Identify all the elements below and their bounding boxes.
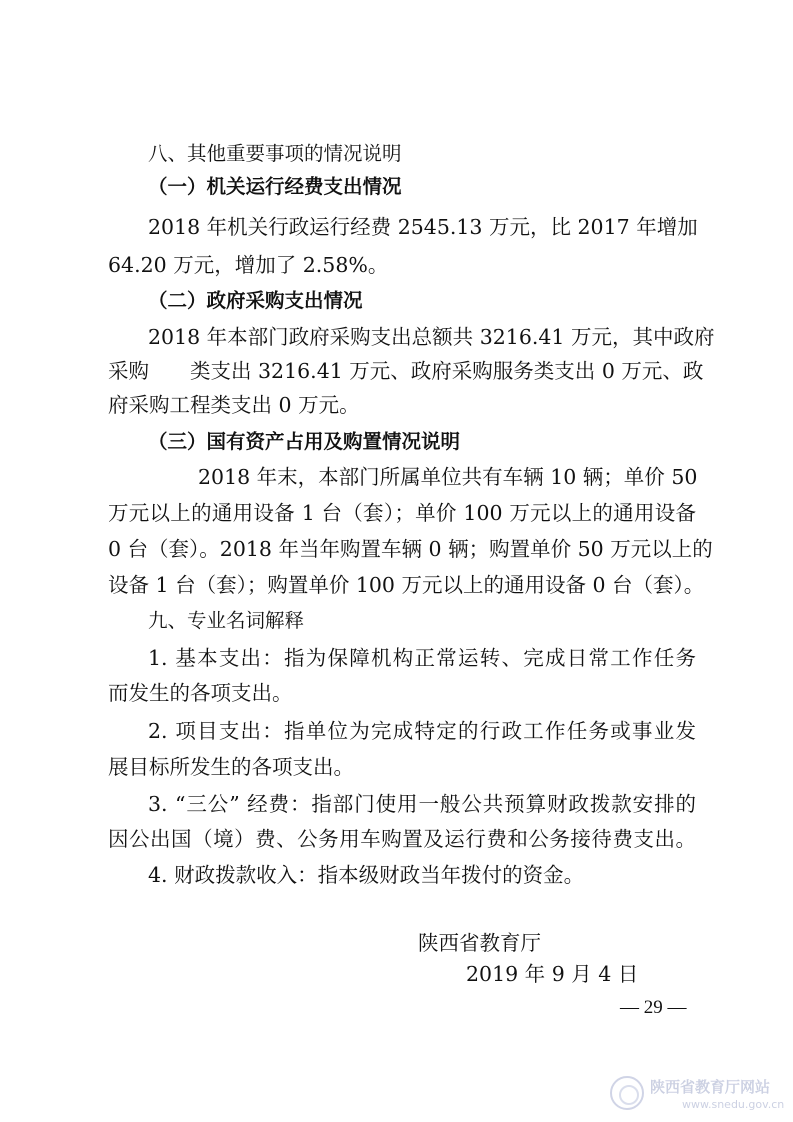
section-9-title: 九、专业名词解释 (148, 609, 305, 632)
paragraph-line: 采购 (108, 359, 149, 383)
paragraph-line: 万元以上的通用设备 1 台（套）；单价 100 万元以上的通用设备 (108, 501, 696, 525)
section-8-1-title: （一）机关运行经费支出情况 (148, 175, 402, 198)
site-watermark (610, 1074, 788, 1118)
paragraph-line: 类支出 3216.41 万元、政府采购服务类支出 0 万元、政 (190, 359, 704, 383)
emblem-icon (610, 1076, 644, 1110)
paragraph-line: 府采购工程类支出 0 万元。 (108, 393, 360, 417)
paragraph-line: 2018 年本部门政府采购支出总额共 3216.41 万元，其中政府 (148, 325, 715, 349)
term-line: 而发生的各项支出。 (108, 681, 293, 705)
paragraph-line: 2018 年末，本部门所属单位共有车辆 10 辆；单价 50 (198, 465, 698, 489)
section-8-title: 八、其他重要事项的情况说明 (148, 142, 402, 165)
watermark-url: www.snedu.gov.cn (682, 1098, 785, 1111)
term-line: 展目标所发生的各项支出。 (108, 755, 354, 779)
section-8-3-title: （三）国有资产占用及购置情况说明 (148, 430, 461, 453)
section-8-2-title: （二）政府采购支出情况 (148, 289, 363, 312)
term-line: 2. 项目支出：指单位为完成特定的行政工作任务或事业发 (148, 719, 696, 743)
paragraph-line: 设备 1 台（套）；购置单价 100 万元以上的通用设备 0 台（套）。 (108, 573, 705, 597)
page-number: — 29 — (620, 997, 687, 1018)
term-line: 因公出国（境）费、公务用车购置及运行费和公务接待费支出。 (108, 827, 696, 851)
term-line: 1. 基本支出：指为保障机构正常运转、完成日常工作任务 (148, 646, 696, 670)
signature-date: 2019 年 9 月 4 日 (466, 962, 639, 986)
signature-org: 陕西省教育厅 (418, 931, 541, 955)
paragraph-line: 0 台（套）。2018 年当年购置车辆 0 辆；购置单价 50 万元以上的 (108, 537, 713, 561)
paragraph-line: 2018 年机关行政运行经费 2545.13 万元，比 2017 年增加 (148, 215, 698, 239)
term-line: 3. “三公” 经费：指部门使用一般公共预算财政拨款安排的 (148, 792, 696, 816)
watermark-text: 陕西省教育厅网站 (650, 1078, 771, 1096)
paragraph-line: 64.20 万元，增加了 2.58%。 (108, 253, 389, 277)
term-line: 4. 财政拨款收入：指本级财政当年拨付的资金。 (148, 863, 585, 887)
